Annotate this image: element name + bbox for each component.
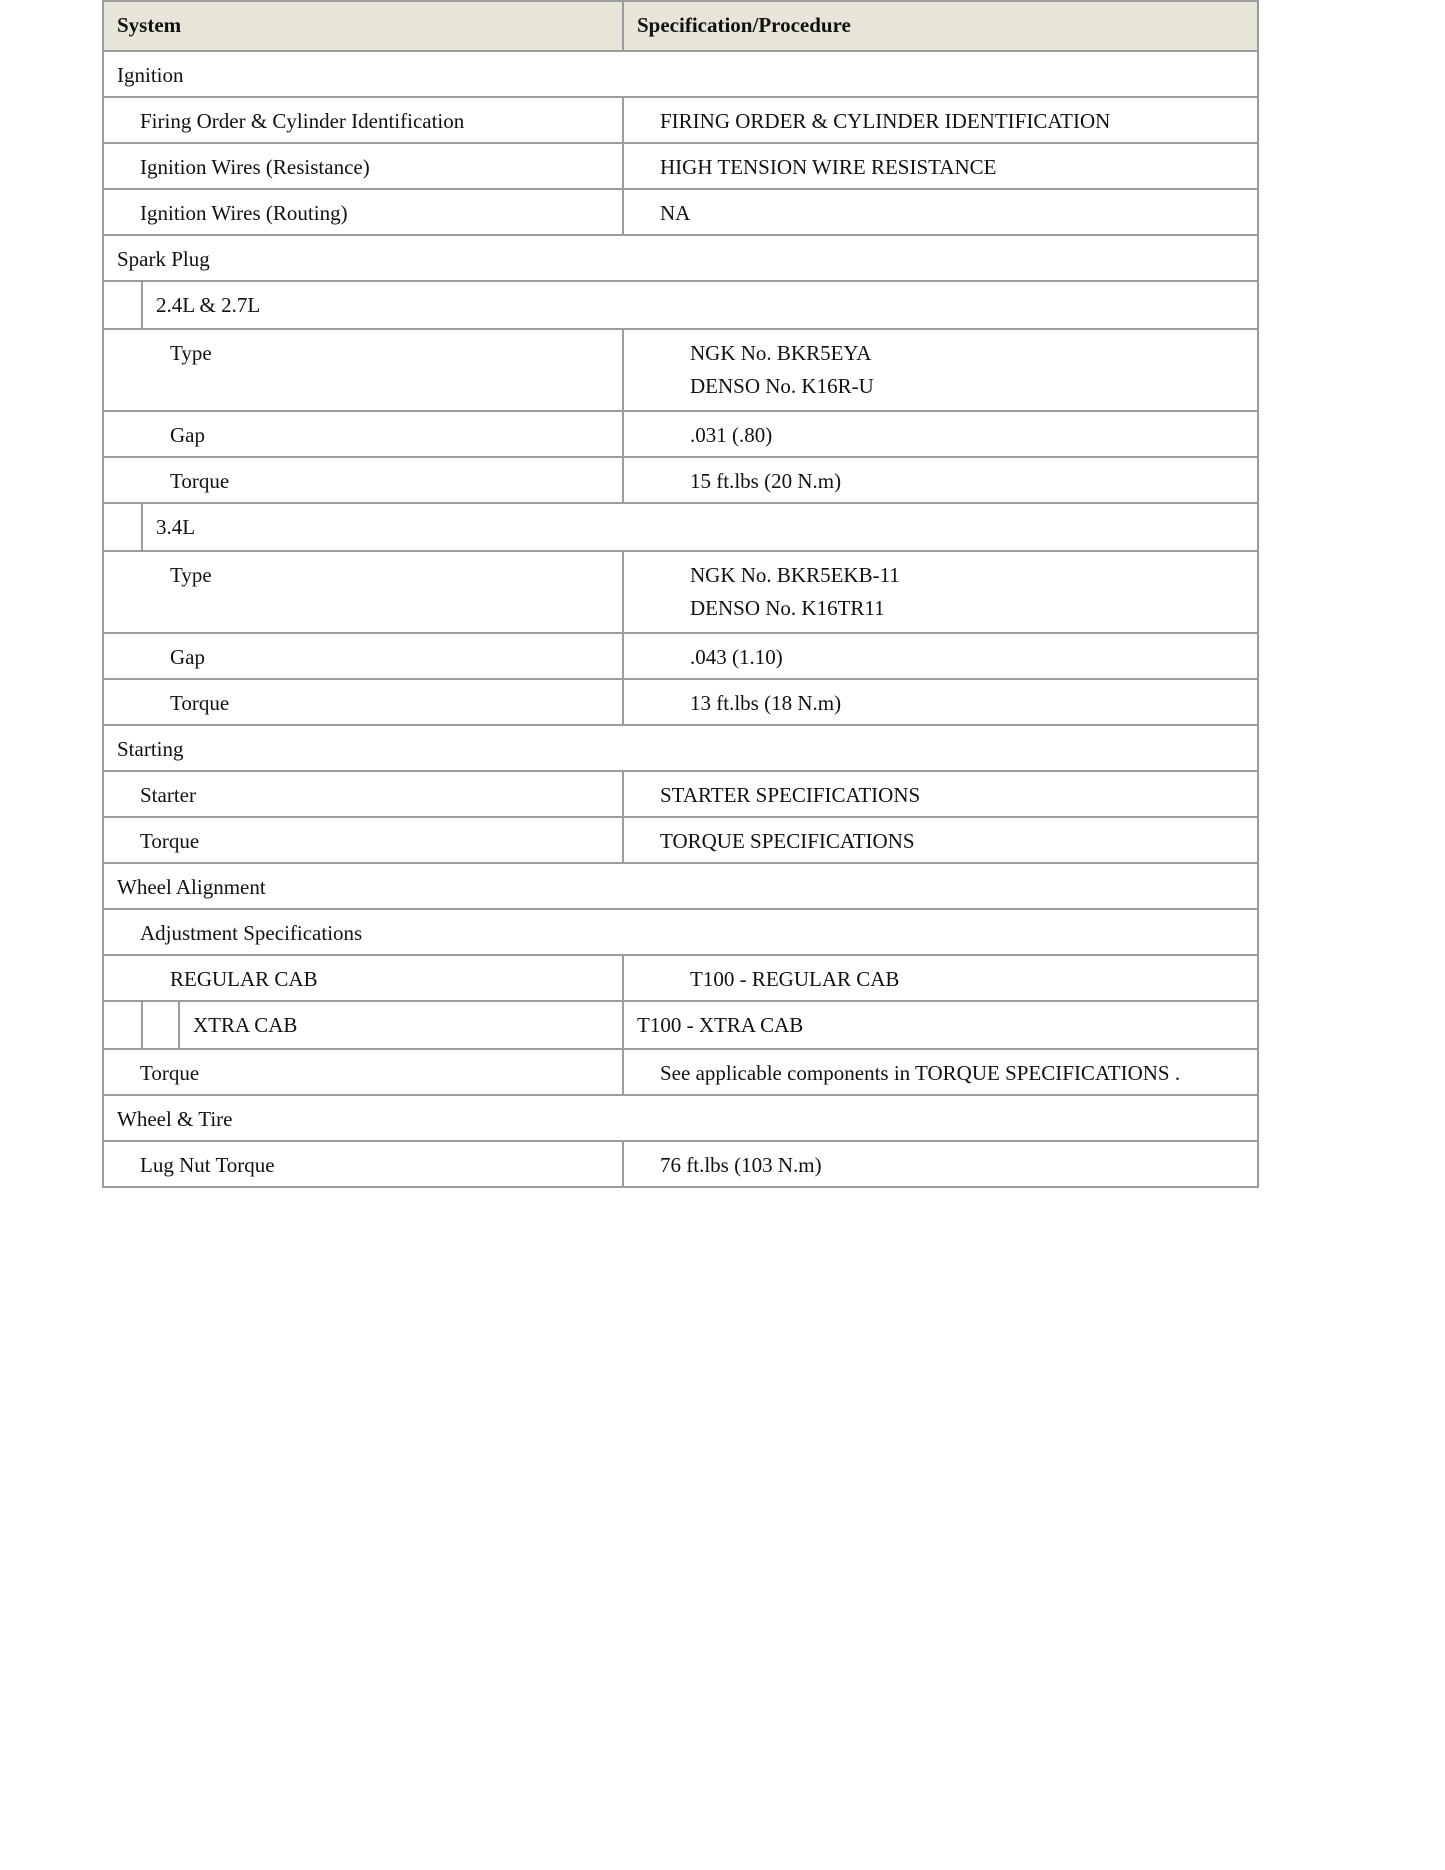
spec-cell: See applicable components in TORQUE SPECIFICATIONS .	[660, 1061, 1181, 1085]
section-row-spark-plug	[103, 235, 1258, 281]
system-cell: Ignition Wires (Routing)	[140, 201, 348, 225]
specification-table	[102, 0, 1259, 1188]
section-label: Ignition	[117, 63, 184, 87]
table-row	[103, 143, 1258, 189]
system-cell: Torque	[140, 829, 200, 853]
system-cell: XTRA CAB	[193, 1013, 298, 1037]
spec-cell: .031 (.80)	[690, 423, 773, 447]
spec-cell: TORQUE SPECIFICATIONS	[660, 829, 915, 853]
subsection-label: 2.4L & 2.7L	[156, 293, 261, 317]
table-header-row	[103, 1, 1258, 51]
system-cell: Torque	[140, 1061, 200, 1085]
spec-line: NGK No. BKR5EKB-11	[690, 563, 900, 587]
subsection-row-engine-a	[103, 281, 1258, 329]
system-cell: Gap	[170, 645, 205, 669]
spec-cell	[624, 330, 1257, 398]
table-row	[103, 1001, 1258, 1049]
spec-cell: 15 ft.lbs (20 N.m)	[690, 469, 842, 493]
table-row	[103, 679, 1258, 725]
subsection-label: Adjustment Specifications	[140, 921, 363, 945]
spec-line: DENSO No. K16TR11	[690, 596, 885, 620]
header-spec: Specification/Procedure	[623, 1, 1258, 51]
system-cell: Type	[170, 563, 212, 587]
table-row	[103, 955, 1258, 1001]
section-row-wheel-alignment	[103, 863, 1258, 909]
header-system: System	[103, 1, 623, 51]
spec-cell: T100 - REGULAR CAB	[690, 967, 900, 991]
spec-cell: .043 (1.10)	[690, 645, 783, 669]
spec-cell: STARTER SPECIFICATIONS	[660, 783, 921, 807]
subsection-label: 3.4L	[156, 515, 196, 539]
section-label: Wheel Alignment	[117, 875, 266, 899]
table-row	[103, 771, 1258, 817]
system-cell: Torque	[170, 469, 230, 493]
table-row	[103, 633, 1258, 679]
table-row	[103, 1049, 1258, 1095]
table-row	[103, 411, 1258, 457]
spec-cell: NA	[660, 201, 691, 225]
table-row	[103, 1141, 1258, 1187]
subsection-row-engine-b	[103, 503, 1258, 551]
system-cell: Firing Order & Cylinder Identification	[140, 109, 465, 133]
spec-cell: 13 ft.lbs (18 N.m)	[690, 691, 842, 715]
table-row	[103, 457, 1258, 503]
table-row	[103, 329, 1258, 411]
spec-cell: T100 - XTRA CAB	[637, 1013, 804, 1037]
spec-cell: 76 ft.lbs (103 N.m)	[660, 1153, 822, 1177]
spec-cell: HIGH TENSION WIRE RESISTANCE	[660, 155, 997, 179]
system-cell: Torque	[170, 691, 230, 715]
section-label: Wheel & Tire	[117, 1107, 233, 1131]
subsection-row-adjustment	[103, 909, 1258, 955]
table-row	[103, 817, 1258, 863]
section-row-wheel-tire	[103, 1095, 1258, 1141]
section-row-ignition	[103, 51, 1258, 97]
spec-cell: FIRING ORDER & CYLINDER IDENTIFICATION	[660, 109, 1111, 133]
section-row-starting	[103, 725, 1258, 771]
system-cell: Lug Nut Torque	[140, 1153, 275, 1177]
system-cell: Type	[170, 341, 212, 365]
system-cell: Ignition Wires (Resistance)	[140, 155, 370, 179]
section-label: Starting	[117, 737, 184, 761]
system-cell: Gap	[170, 423, 205, 447]
spec-line: DENSO No. K16R-U	[690, 374, 874, 398]
spec-line: NGK No. BKR5EYA	[690, 341, 872, 365]
spec-cell	[624, 552, 1257, 620]
system-cell: REGULAR CAB	[170, 967, 318, 991]
system-cell: Starter	[140, 783, 196, 807]
table-row	[103, 97, 1258, 143]
table-row	[103, 189, 1258, 235]
table-row	[103, 551, 1258, 633]
section-label: Spark Plug	[117, 247, 210, 271]
